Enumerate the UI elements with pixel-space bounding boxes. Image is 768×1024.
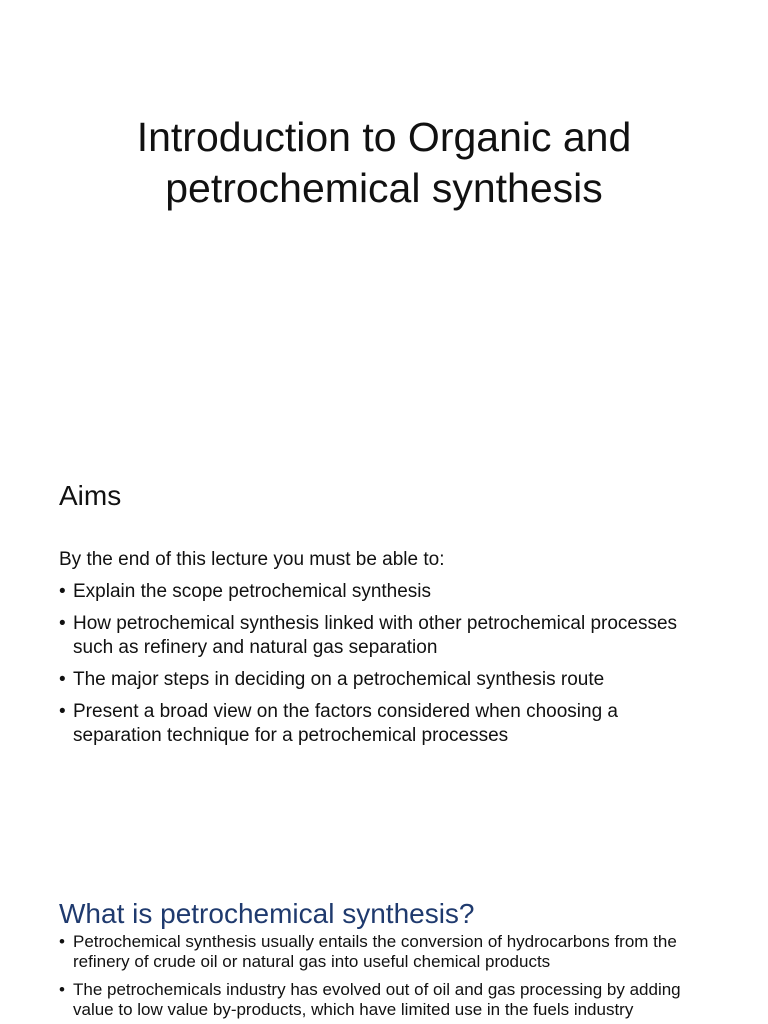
definition-bullet-text: Petrochemical synthesis usually entails the conversion of hydrocarbons from the refinery of crude oil or natural gas into useful chemical products	[73, 932, 677, 971]
definition-bullet-text: The petrochemicals industry has evolved out of oil and gas processing by adding value to low value by-products, which have limited use in the fuels industry	[73, 980, 681, 1019]
bullet-icon: •	[59, 980, 65, 999]
definition-heading: What is petrochemical synthesis?	[59, 898, 475, 929]
aims-bullet-item	[59, 668, 699, 692]
aims-bullet-text: Present a broad view on the factors considered when choosing a separation technique for a petrochemical processes	[73, 701, 618, 746]
aims-bullet-list	[59, 580, 699, 756]
slide-title	[0, 0, 768, 432]
definition-bullet-list	[59, 932, 709, 1024]
slide-definition	[0, 864, 768, 1024]
aims-intro: By the end of this lecture you must be able to:	[59, 549, 445, 570]
bullet-icon: •	[59, 613, 66, 634]
aims-heading: Aims	[59, 480, 122, 511]
slide-title-heading: Introduction to Organic and petrochemical synthesis	[136, 114, 632, 211]
definition-bullet-item	[59, 932, 709, 972]
bullet-icon: •	[59, 581, 66, 602]
bullet-icon: •	[59, 669, 66, 690]
definition-bullet-item	[59, 980, 709, 1020]
slide-aims	[0, 432, 768, 864]
aims-bullet-item	[59, 612, 699, 660]
aims-bullet-item	[59, 700, 699, 748]
aims-bullet-text: How petrochemical synthesis linked with other petrochemical processes such as refinery and natural gas separation	[73, 613, 678, 658]
bullet-icon: •	[59, 701, 66, 722]
aims-bullet-text: Explain the scope petrochemical synthesis	[73, 581, 432, 602]
aims-bullet-text: The major steps in deciding on a petrochemical synthesis route	[73, 669, 605, 690]
bullet-icon: •	[59, 932, 65, 951]
aims-bullet-item	[59, 580, 699, 604]
